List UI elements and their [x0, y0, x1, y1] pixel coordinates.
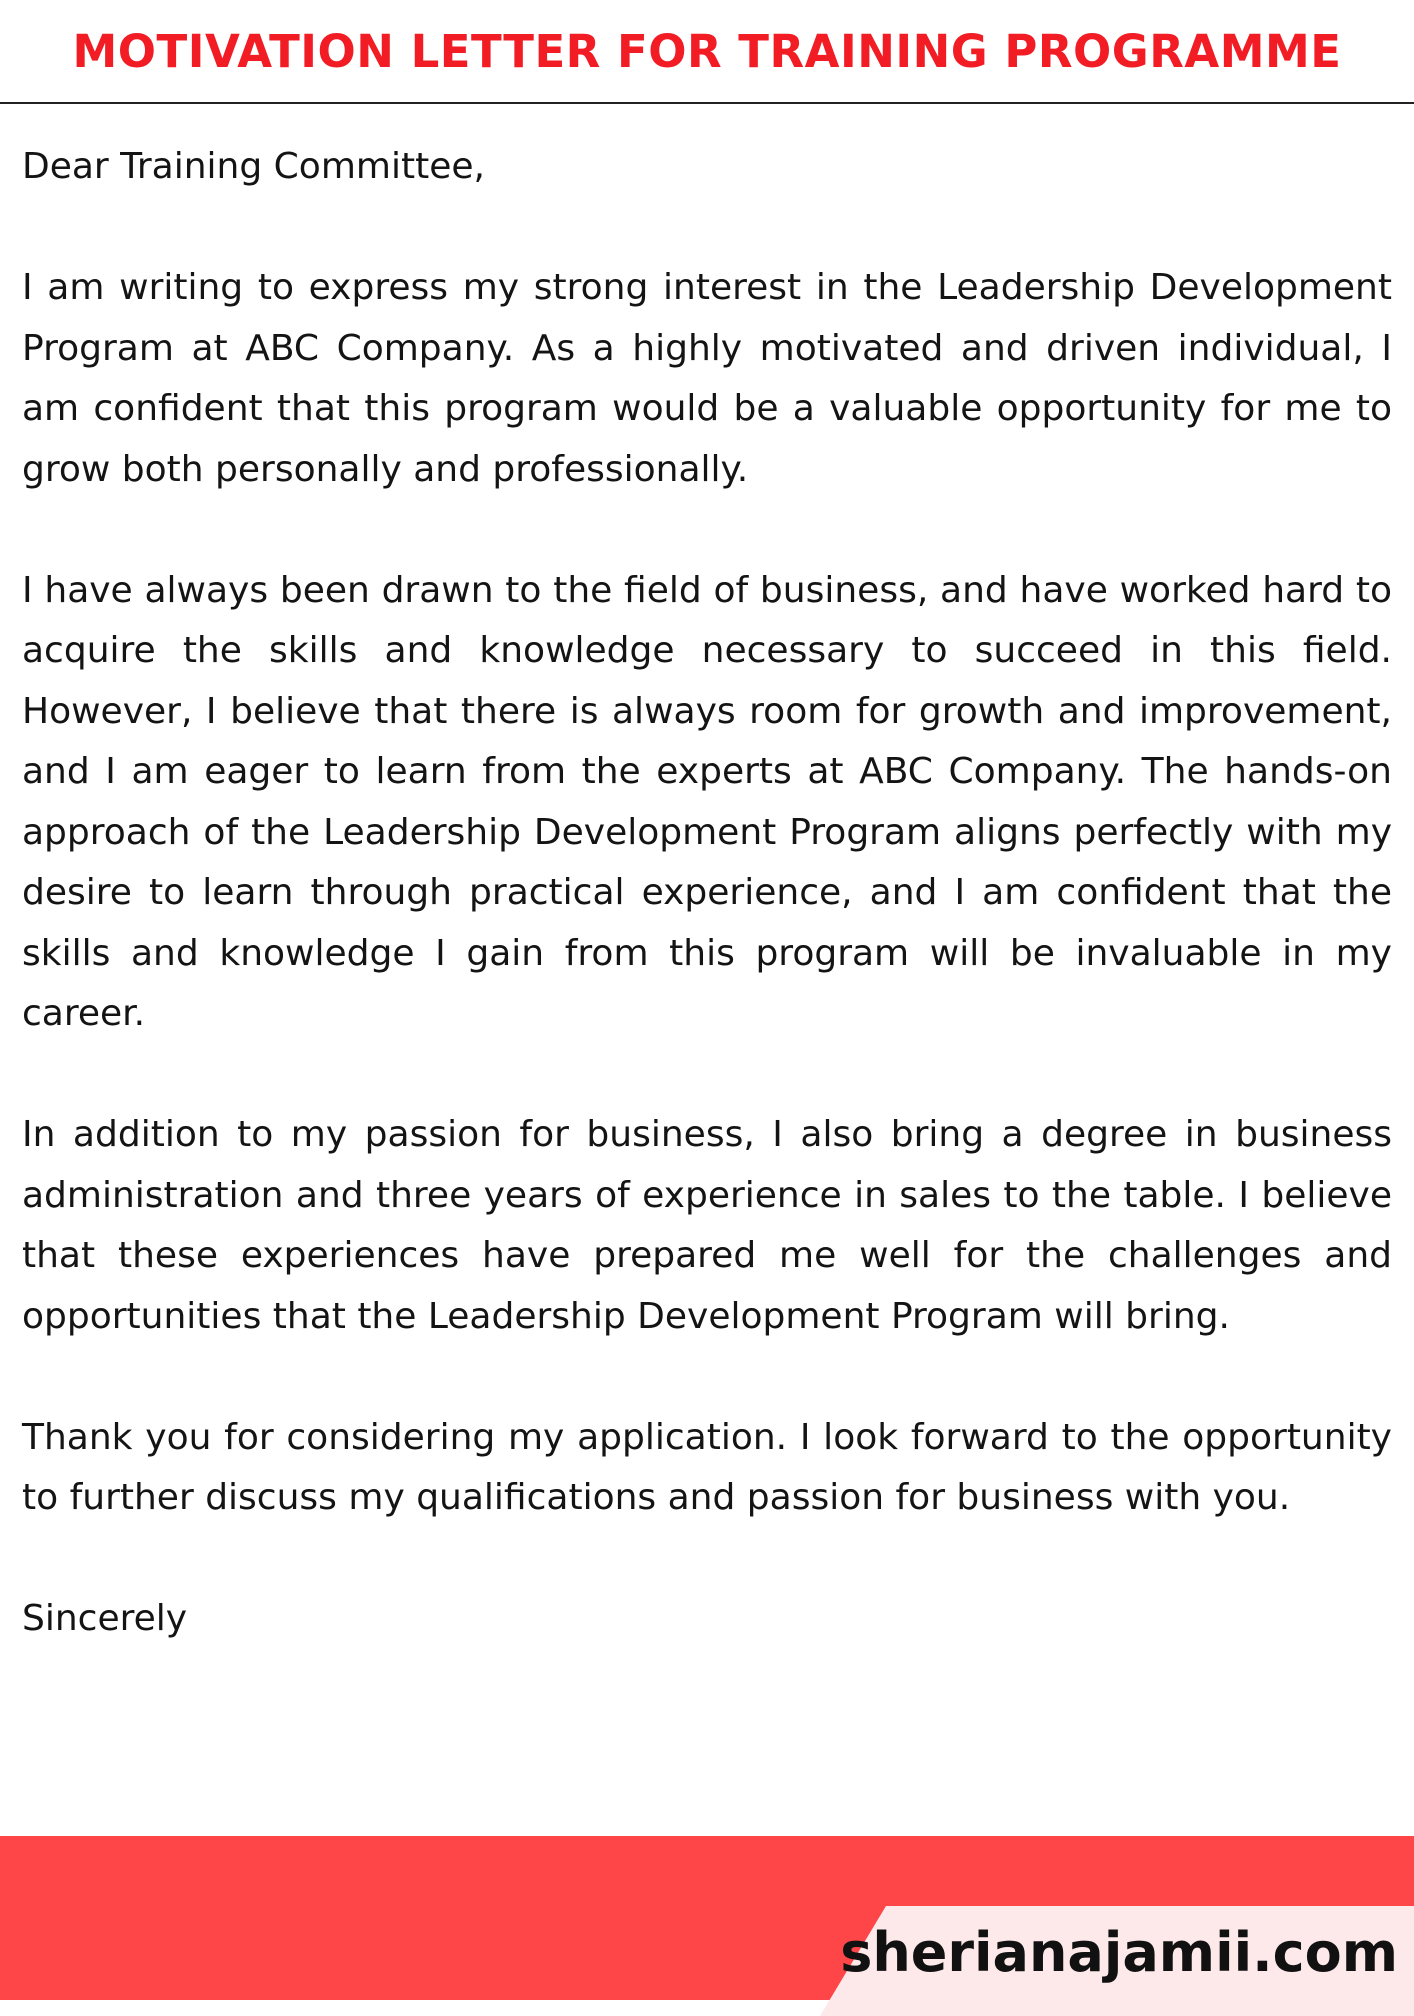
- letter-paragraph-3: In addition to my passion for business, I also bring a degree in business administration and three years of experience in sales to the table. I believe that these experiences have prepared me well for the challenges and opportunities that the Leadership Development Program will bring.: [22, 1114, 1392, 1337]
- letter-body: [22, 137, 1392, 1710]
- letter-closing: Sincerely: [22, 1598, 188, 1639]
- footer-website: sherianajamii.com: [840, 1921, 1398, 1984]
- letter-paragraph-1: I am writing to express my strong interest in the Leadership Development Program at ABC Company. As a highly motivated and driven individual, I am confident that this program would be a valuable opportunity for me to grow both personally and professionally.: [22, 267, 1392, 490]
- letter-paragraph-4: Thank you for considering my application. I look forward to the opportunity to further discuss my qualifications and passion for business with you.: [22, 1416, 1392, 1518]
- letter-salutation: Dear Training Committee,: [22, 146, 485, 187]
- page-header: [0, 0, 1414, 104]
- letter-paragraph-2: I have always been drawn to the field of business, and have worked hard to acquire the skills and knowledge necessary to succeed in this field. However, I believe that there is always room for growth and improvement, and I am eager to learn from the experts at ABC Company. The hands-on approach of the Leadership Development Program aligns perfectly with my desire to learn through practical experience, and I am confident that the skills and knowledge I gain from this program will be invaluable in my career.: [22, 569, 1392, 1034]
- page-title: MOTIVATION LETTER FOR TRAINING PROGRAMME: [72, 24, 1342, 78]
